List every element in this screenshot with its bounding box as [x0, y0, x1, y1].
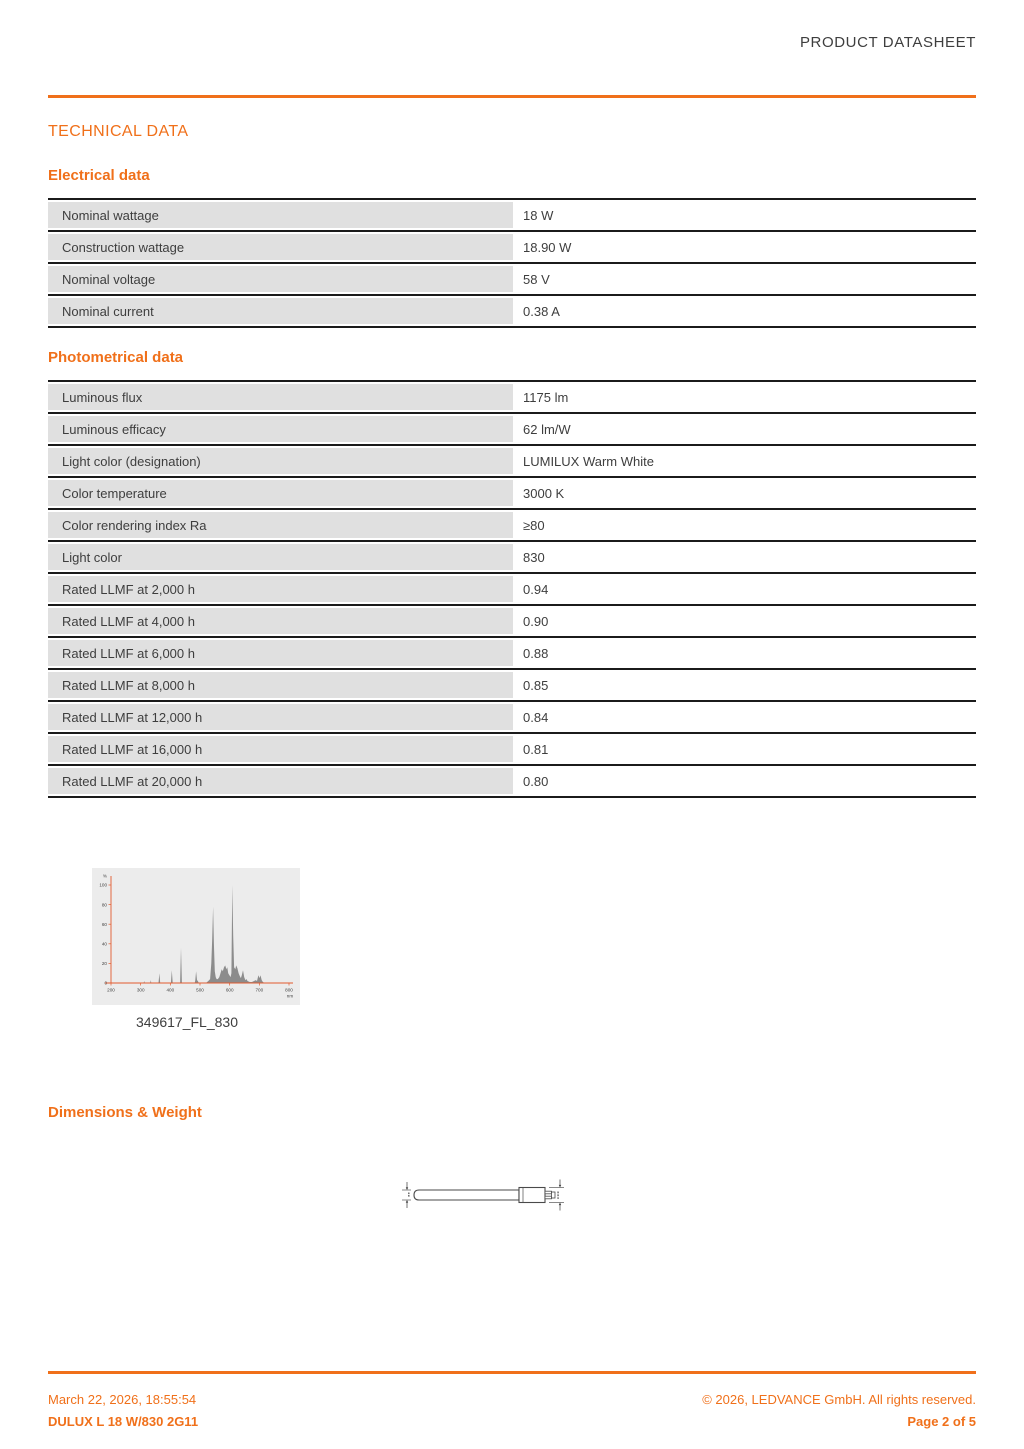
row-value: LUMILUX Warm White: [523, 453, 654, 469]
table-row: [48, 414, 976, 446]
electrical-data-table: [48, 198, 976, 328]
row-label: Nominal current: [48, 298, 513, 324]
lamp-pin-top: [545, 1191, 552, 1194]
lamp-dimension-drawing: [398, 1172, 568, 1218]
dimension-left: [402, 1182, 411, 1208]
table-row: [48, 542, 976, 574]
row-value: 3000 K: [523, 485, 565, 501]
spectrum-caption: 349617_FL_830: [136, 1014, 238, 1030]
y-tick-label: 20: [101, 961, 107, 967]
x-tick-label: 600: [225, 987, 234, 993]
row-label: Light color: [48, 544, 513, 570]
x-axis-unit: nm: [286, 993, 294, 999]
table-row: [48, 478, 976, 510]
table-row: [48, 702, 976, 734]
table-row: [48, 574, 976, 606]
footer-page-number: Page 2 of 5: [907, 1414, 976, 1429]
row-label: Nominal wattage: [48, 202, 513, 228]
row-value: 830: [523, 549, 545, 565]
page-header-title: PRODUCT DATASHEET: [799, 34, 976, 51]
row-value: 0.84: [523, 709, 549, 725]
row-label: Rated LLMF at 16,000 h: [48, 736, 513, 762]
table-row: [48, 606, 976, 638]
x-tick-label: 200: [107, 987, 115, 993]
lamp-end-cap: [552, 1192, 556, 1198]
section-title-technical-data: TECHNICAL DATA: [48, 123, 189, 140]
table-row: [48, 382, 976, 414]
footer-date: March 22, 2026, 18:55:54: [48, 1392, 197, 1407]
row-value: 18 W: [523, 207, 554, 223]
table-row: [48, 734, 976, 766]
row-value: 0.38 A: [523, 303, 560, 319]
y-tick-label: 40: [101, 941, 107, 947]
lamp-pin-bottom: [545, 1196, 552, 1199]
lamp-tube: [414, 1190, 519, 1200]
row-value: 0.81: [523, 741, 549, 757]
row-value: 0.85: [523, 677, 549, 693]
row-label: Color rendering index Ra: [48, 512, 513, 538]
row-value: 58 V: [523, 271, 550, 287]
row-value: 0.90: [523, 613, 549, 629]
table-row: [48, 296, 976, 328]
y-tick-label: 60: [101, 921, 107, 927]
x-tick-label: 700: [255, 987, 264, 993]
table-row: [48, 232, 976, 264]
row-label: Luminous flux: [48, 384, 513, 410]
row-label: Construction wattage: [48, 234, 513, 260]
footer-left: [48, 1389, 198, 1433]
table-row: [48, 510, 976, 542]
footer-rule: [48, 1371, 976, 1374]
row-value: 1175 lm: [523, 389, 569, 405]
spectral-distribution-figure: [92, 868, 300, 1030]
row-label: Rated LLMF at 8,000 h: [48, 672, 513, 698]
y-tick-label: 0: [104, 980, 107, 986]
row-value: 62 lm/W: [523, 421, 571, 437]
table-row: [48, 766, 976, 798]
footer-right: [702, 1389, 976, 1433]
row-label: Rated LLMF at 6,000 h: [48, 640, 513, 666]
table-row: [48, 638, 976, 670]
row-label: Nominal voltage: [48, 266, 513, 292]
row-label: Color temperature: [48, 480, 513, 506]
photometrical-data-table: [48, 380, 976, 798]
table-row: [48, 200, 976, 232]
row-label: Rated LLMF at 12,000 h: [48, 704, 513, 730]
table-row: [48, 670, 976, 702]
y-tick-label: 80: [101, 902, 107, 908]
row-value: 0.88: [523, 645, 549, 661]
x-tick-label: 400: [166, 987, 175, 993]
row-value: 0.80: [523, 773, 549, 789]
table-row: [48, 446, 976, 478]
footer-product-name: DULUX L 18 W/830 2G11: [48, 1414, 199, 1429]
spectral-distribution-chart: [92, 868, 300, 1005]
chart-background: [92, 868, 300, 1005]
row-label: Luminous efficacy: [48, 416, 513, 442]
row-value: ≥80: [523, 517, 545, 533]
row-label: Rated LLMF at 4,000 h: [48, 608, 513, 634]
header-rule: [48, 95, 976, 98]
row-value: 0.94: [523, 581, 549, 597]
row-label: Rated LLMF at 2,000 h: [48, 576, 513, 602]
x-tick-label: 500: [196, 987, 204, 993]
y-tick-label: 100: [99, 882, 107, 888]
subsection-title-photometrical-data: Photometrical data: [48, 349, 184, 366]
row-label: Light color (designation): [48, 448, 513, 474]
subsection-title-dimensions-weight: Dimensions & Weight: [48, 1104, 202, 1121]
row-value: 18.90 W: [523, 239, 572, 255]
table-row: [48, 264, 976, 296]
x-tick-label: 800: [285, 987, 293, 993]
row-label: Rated LLMF at 20,000 h: [48, 768, 513, 794]
subsection-title-electrical-data: Electrical data: [48, 167, 150, 184]
x-tick-label: 300: [136, 987, 145, 993]
footer-copyright: © 2026, LEDVANCE GmbH. All rights reserved.: [702, 1392, 976, 1407]
y-axis-unit: %: [102, 873, 107, 879]
